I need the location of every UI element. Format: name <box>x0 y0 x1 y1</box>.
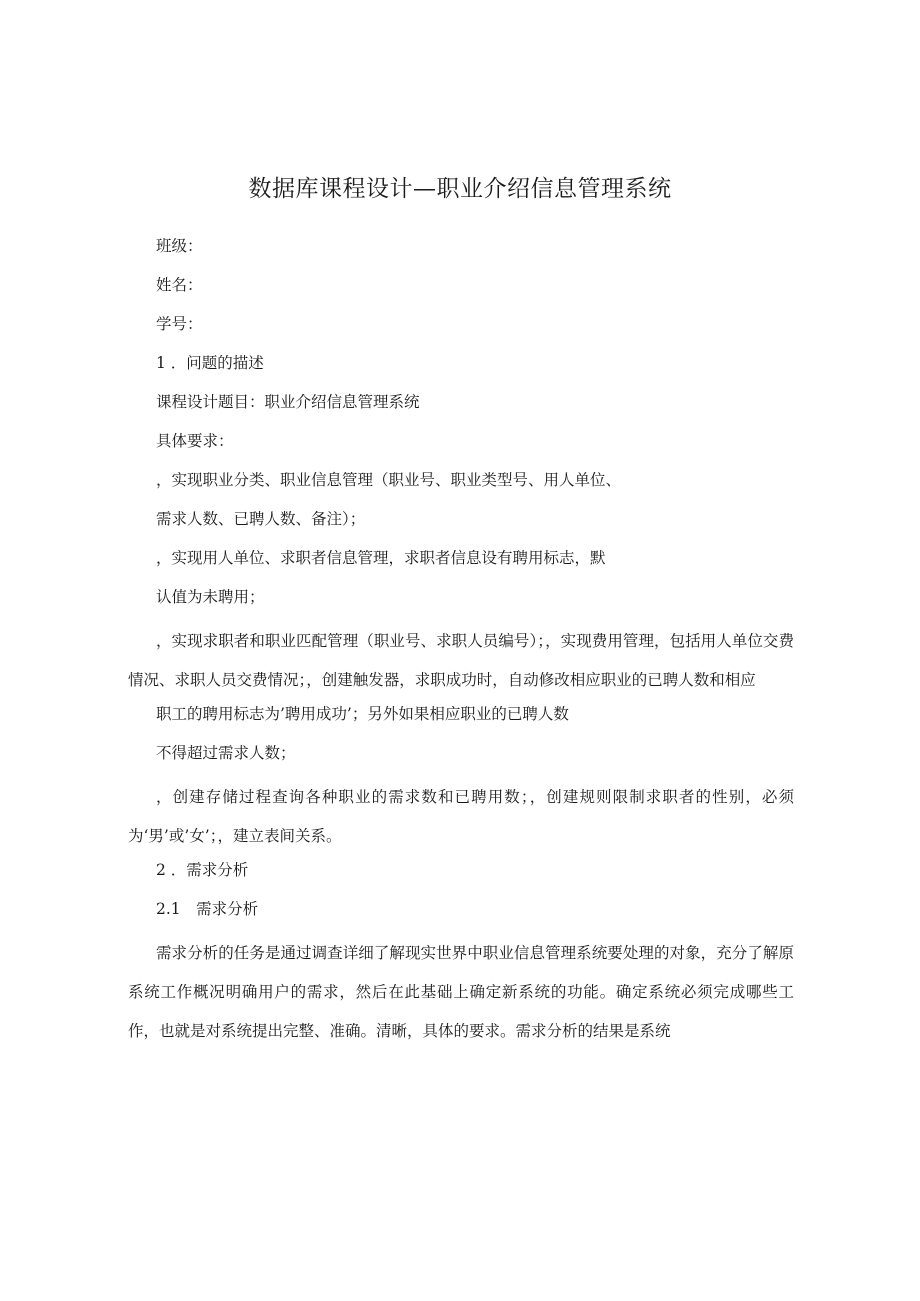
section1-heading: 1 ．问题的描述 <box>156 354 264 372</box>
requirement-line: 认值为未聘用； <box>156 588 265 606</box>
document-title: 数据库课程设计—职业介绍信息管理系统 <box>248 176 672 202</box>
requirement-line: 不得超过需求人数； <box>156 744 296 762</box>
requirement-paragraph: ，创建存储过程查询各种职业的需求数和已聘用数；，创建规则限制求职者的性别，必须为‘男’或’女’；，建立表间关系。 <box>128 788 794 845</box>
section2-subheading: 2.1 需求分析 <box>156 900 259 918</box>
section2-heading: 2 ．需求分析 <box>156 861 249 879</box>
name-label: 姓名： <box>156 276 203 294</box>
course-topic: 课程设计题目：职业介绍信息管理系统 <box>156 393 420 411</box>
analysis-paragraph: 需求分析的任务是通过调查详细了解现实世界中职业信息管理系统要处理的对象，充分了解原系统工作概况明确用户的需求，然后在此基础上确定新系统的功能。确定系统必须完成哪些工作，也就是对系统提出完整、准确。清晰，具体的要求。需求分析的结果是系统 <box>128 944 794 1040</box>
class-label: 班级： <box>156 237 203 255</box>
document-body <box>128 232 794 1051</box>
requirement-line: ，实现职业分类、职业信息管理（职业号、职业类型号、用人单位、 <box>156 471 622 489</box>
requirement-line: ，实现用人单位、求职者信息管理，求职者信息设有聘用标志，默 <box>156 549 606 567</box>
student-id-label: 学号： <box>156 315 203 333</box>
requirements-label: 具体要求： <box>156 432 234 450</box>
requirement-line: 需求人数、已聘人数、备注）； <box>156 510 366 528</box>
requirement-paragraph: ，实现求职者和职业匹配管理（职业号、求职人员编号）；，实现费用管理，包括用人单位交费情况、求职人员交费情况；，创建触发器，求职成功时，自动修改相应职业的已聘人数和相应 <box>128 632 794 689</box>
requirement-line: 职工的聘用标志为’聘用成功’；另外如果相应职业的已聘人数 <box>156 705 569 723</box>
